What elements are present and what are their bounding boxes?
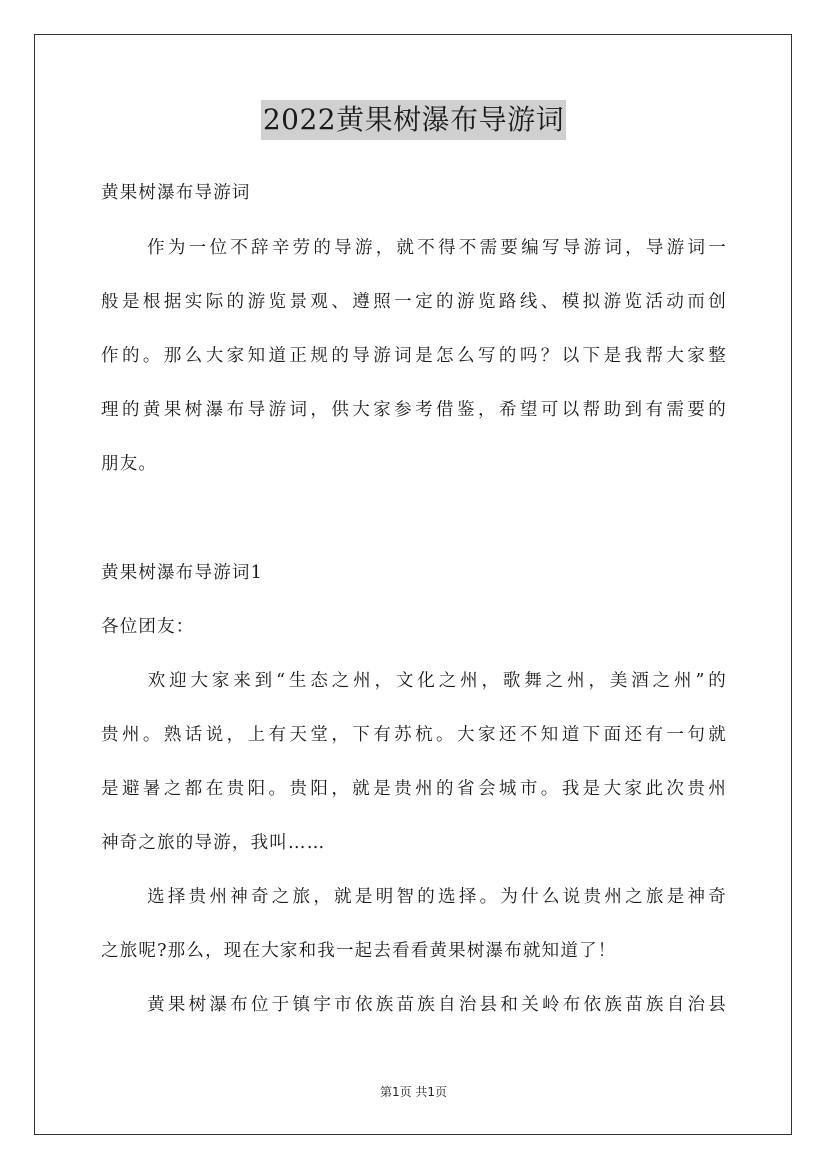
document-title: 2022黄果树瀑布导游词 [261, 100, 566, 140]
paragraph-line: 神奇之旅的导游，我叫…… [101, 833, 326, 853]
paragraph-line: 理的黄果树瀑布导游词，供大家参考借鉴，希望可以帮助到有需要的 [101, 400, 727, 420]
paragraph-line: 之旅呢?那么，现在大家和我一起去看看黄果树瀑布就知道了！ [101, 941, 617, 961]
paragraph-line: 朋友。 [101, 454, 158, 474]
paragraph-line: 作的。那么大家知道正规的导游词是怎么写的吗？以下是我帮大家整 [101, 346, 727, 366]
page-footer: 第1页 共1页 [379, 1085, 448, 1099]
paragraph-line: 作为一位不辞辛劳的导游，就不得不需要编写导游词，导游词一 [145, 238, 727, 258]
paragraph-line: 选择贵州神奇之旅，就是明智的选择。为什么说贵州之旅是神奇 [145, 887, 727, 907]
section-heading: 黄果树瀑布导游词1 [101, 563, 263, 583]
paragraph-line: 贵州。熟话说，上有天堂，下有苏杭。大家还不知道下面还有一句就 [101, 725, 727, 745]
section-heading: 黄果树瀑布导游词 [101, 183, 251, 203]
paragraph-line: 欢迎大家来到“生态之州，文化之州，歌舞之州，美酒之州”的 [145, 671, 727, 691]
paragraph-line: 般是根据实际的游览景观、遵照一定的游览路线、模拟游览活动而创 [101, 292, 727, 312]
paragraph-line: 黄果树瀑布位于镇宇市依族苗族自治县和关岭布依族苗族自治县 [145, 995, 727, 1015]
title-wrapper [0, 100, 827, 140]
paragraph-line: 是避暑之都在贵阳。贵阳，就是贵州的省会城市。我是大家此次贵州 [101, 779, 727, 799]
greeting-line: 各位团友： [101, 617, 195, 637]
